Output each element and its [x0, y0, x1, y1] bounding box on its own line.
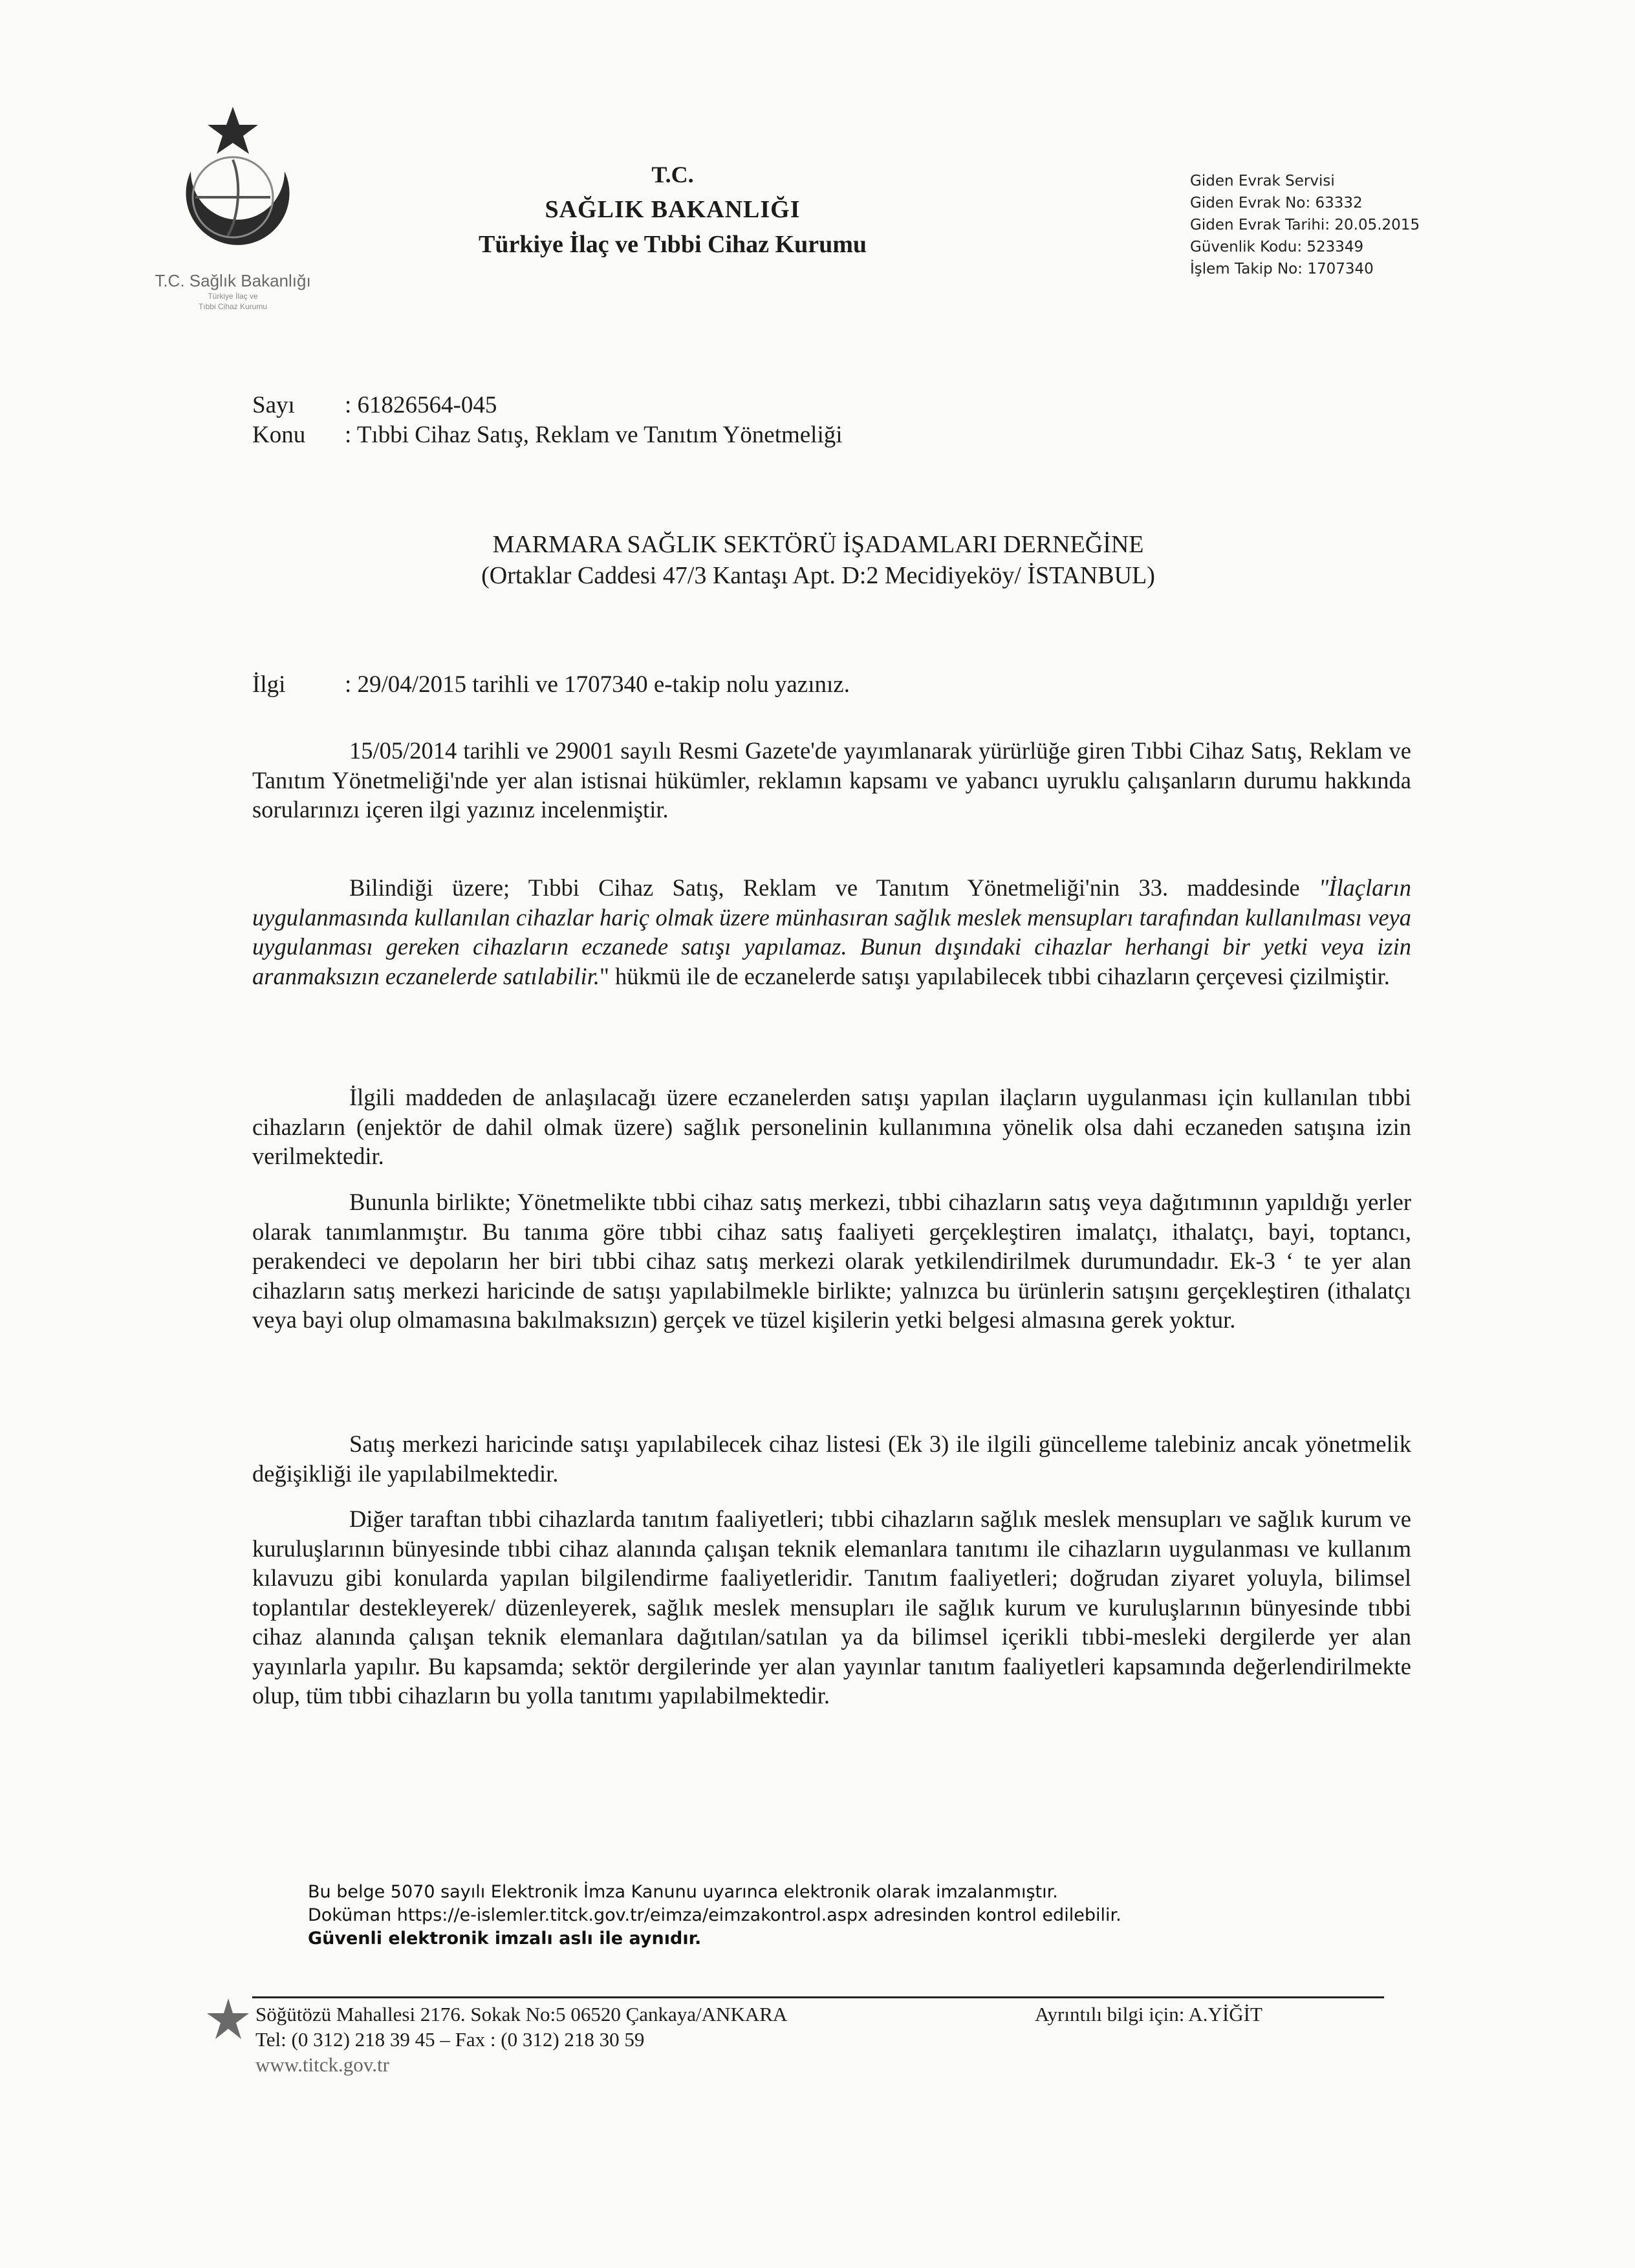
ilgi-row — [252, 670, 850, 700]
konu-value: : Tıbbi Cihaz Satış, Reklam ve Tanıtım Yönetmeliği — [345, 422, 843, 448]
recipient-name: MARMARA SAĞLIK SEKTÖRÜ İŞADAMLARI DERNEĞİNE — [492, 531, 1144, 558]
footer-website-link[interactable]: www.titck.gov.tr — [255, 2053, 389, 2076]
footer-phone-fax: Tel: (0 312) 218 39 45 – Fax : (0 312) 218 30 59 — [255, 2028, 645, 2051]
body-paragraph-4: Bununla birlikte; Yönetmelikte tıbbi cihaz satış merkezi, tıbbi cihazların satış veya dağıtımının yapıldığı yerler olarak tanımlanmıştır. Bu tanıma göre tıbbi cihaz satış faaliyeti gerçekleştiren imalatçı, ithalatçı, bayi, toptancı, perakendeci ve depoların her biri tıbbi cihaz satış merkezi olarak yetkilendirilmek durumundadır. Ek-3 ‘ te yer alan cihazların satış merkezi haricinde de satışı yapılabilmekle birlikte; yalnızca bu ürünlerin satışını gerçekleştiren (ithalatçı veya bayi olup olmamasına bakılmaksızın) gerçek ve tüzel kişilerin yetki belgesi almasına gerek yoktur. — [252, 1189, 1411, 1333]
sayi-row — [252, 391, 843, 420]
body-paragraph-2 — [252, 873, 1411, 991]
crescent-star-icon — [155, 100, 310, 268]
body-paragraph-3: İlgili maddeden de anlaşılacağı üzere eczanelerden satışı yapılan ilaçların uygulanması için kullanılan tıbbi cihazların (enjektör de dahil olmak üzere) sağlık personelinin kullanımına yönelik olsa dahi eczaneden satışına izin verilmektedir. — [252, 1084, 1411, 1169]
body-paragraph-6: Diğer taraftan tıbbi cihazlarda tanıtım faaliyetleri; tıbbi cihazların sağlık meslek mensupları ve sağlık kurum ve kuruluşlarının bünyesinde tıbbi cihaz alanında çalışan teknik elemanlara tanıtımı ile cihazların uygulanması ve kullanım kılavuzu gibi konularda yapılan bilgilendirme faaliyetleridir. Tanıtım faaliyetleri; doğrudan ziyaret yoluyla, bilimsel toplantılar destekleyerek/ düzenleyerek, sağlık meslek mensupları ile sağlık kurum ve kuruluşlarının bünyesinde tıbbi cihaz alanında çalışan teknik elemanlara dağıtılan/satılan ya da bilimsel içerikli tıbbi-mesleki dergilerde yer alan yayınlarla yapılır. Bu kapsamda; sektör dergilerinde yer alan yayınlar tanıtım faaliyetleri kapsamında değerlendirilmekte olup, tüm tıbbi cihazların bu yolla tanıtımı yapılabilmektedir. — [252, 1506, 1411, 1709]
sayi-label: Sayı — [252, 392, 295, 418]
footer-star-icon — [204, 1995, 252, 2047]
letterhead-title — [382, 157, 964, 262]
ministry-logo — [139, 100, 327, 320]
footer-divider — [252, 1996, 1384, 1998]
esign-law-line: Bu belge 5070 sayılı Elektronik İmza Kanunu uyarınca elektronik olarak imzalanmıştır. — [308, 1882, 1058, 1902]
logo-agency-line2: Tıbbi Cihaz Kurumu — [198, 302, 268, 311]
dispatch-service: Giden Evrak Servisi — [1190, 173, 1335, 189]
logo-ministry-text: T.C. Sağlık Bakanlığı — [155, 271, 311, 290]
document-meta — [252, 391, 843, 450]
dispatch-security-code: Güvenlik Kodu: 523349 — [1190, 239, 1364, 255]
body-paragraph-5: Satış merkezi haricinde satışı yapılabilecek cihaz listesi (Ek 3) ile ilgili güncelleme talebiniz ancak yönetmelik değişikliği ile yapılabilmektedir. — [252, 1431, 1411, 1487]
republic-label: T.C. — [651, 162, 694, 188]
dispatch-info — [1190, 170, 1420, 280]
body-paragraph-1: 15/05/2014 tarihli ve 29001 sayılı Resmi Gazete'de yayımlanarak yürürlüğe giren Tıbbi Cihaz Satış, Reklam ve Tanıtım Yönetmeliği'nde yer alan istisnai hükümler, reklamın kapsamı ve yabancı uyruklu çalışanların durumu hakkında sorularınızı içeren ilgi yazınız incelenmiştir. — [252, 737, 1411, 823]
esign-verify-line: Doküman https://e-islemler.titck.gov.tr/eimza/eimzakontrol.aspx adresinden kontrol edilebilir. — [308, 1905, 1121, 1925]
dispatch-doc-no: Giden Evrak No: 63332 — [1190, 195, 1363, 211]
dispatch-doc-date: Giden Evrak Tarihi: 20.05.2015 — [1190, 217, 1420, 233]
footer-address: Söğütözü Mahallesi 2176. Sokak No:5 06520 Çankaya/ANKARA — [255, 2003, 788, 2025]
footer-contact-person: Ayrıntılı bilgi için: A.YİĞİT — [1035, 2003, 1262, 2025]
p2-conclusion: " hükmü ile de eczanelerde satışı yapılabilecek tıbbi cihazların çerçevesi çizilmiştir. — [600, 962, 1390, 989]
footer-contact — [255, 2002, 787, 2077]
esign-authentic-line: Güvenli elektronik imzalı aslı ile aynıdır. — [308, 1928, 702, 1949]
recipient-address: (Ortaklar Caddesi 47/3 Kantaşı Apt. D:2 Mecidiyeköy/ İSTANBUL) — [481, 562, 1155, 589]
ministry-name: SAĞLIK BAKANLIĞI — [545, 196, 801, 223]
logo-agency-line1: Türkiye İlaç ve — [208, 292, 258, 301]
konu-row — [252, 420, 843, 450]
ilgi-label: İlgi — [252, 671, 286, 698]
recipient-block — [252, 529, 1384, 591]
dispatch-tracking-no: İşlem Takip No: 1707340 — [1190, 261, 1374, 277]
e-signature-notice — [308, 1881, 1121, 1950]
sayi-value: : 61826564-045 — [345, 392, 497, 418]
agency-name: Türkiye İlaç ve Tıbbi Cihaz Kurumu — [478, 231, 867, 258]
ilgi-value: : 29/04/2015 tarihli ve 1707340 e-takip nolu yazınız. — [345, 671, 850, 698]
p2-intro: Bilindiği üzere; Tıbbi Cihaz Satış, Reklam ve Tanıtım Yönetmeliği'nin 33. maddesinde — [349, 874, 1319, 901]
p2-regulation-quote: "İlaçların uygulanmasında kullanılan cihazlar hariç olmak üzere münhasıran sağlık meslek mensupları tarafından kullanılması veya uygulanması gereken cihazların eczanede satışı yapılamaz. Bunun dışındaki cihazlar herhangi bir yetki veya izin aranmaksızın eczanelerde satılabilir. — [252, 874, 1411, 989]
konu-label: Konu — [252, 422, 306, 448]
